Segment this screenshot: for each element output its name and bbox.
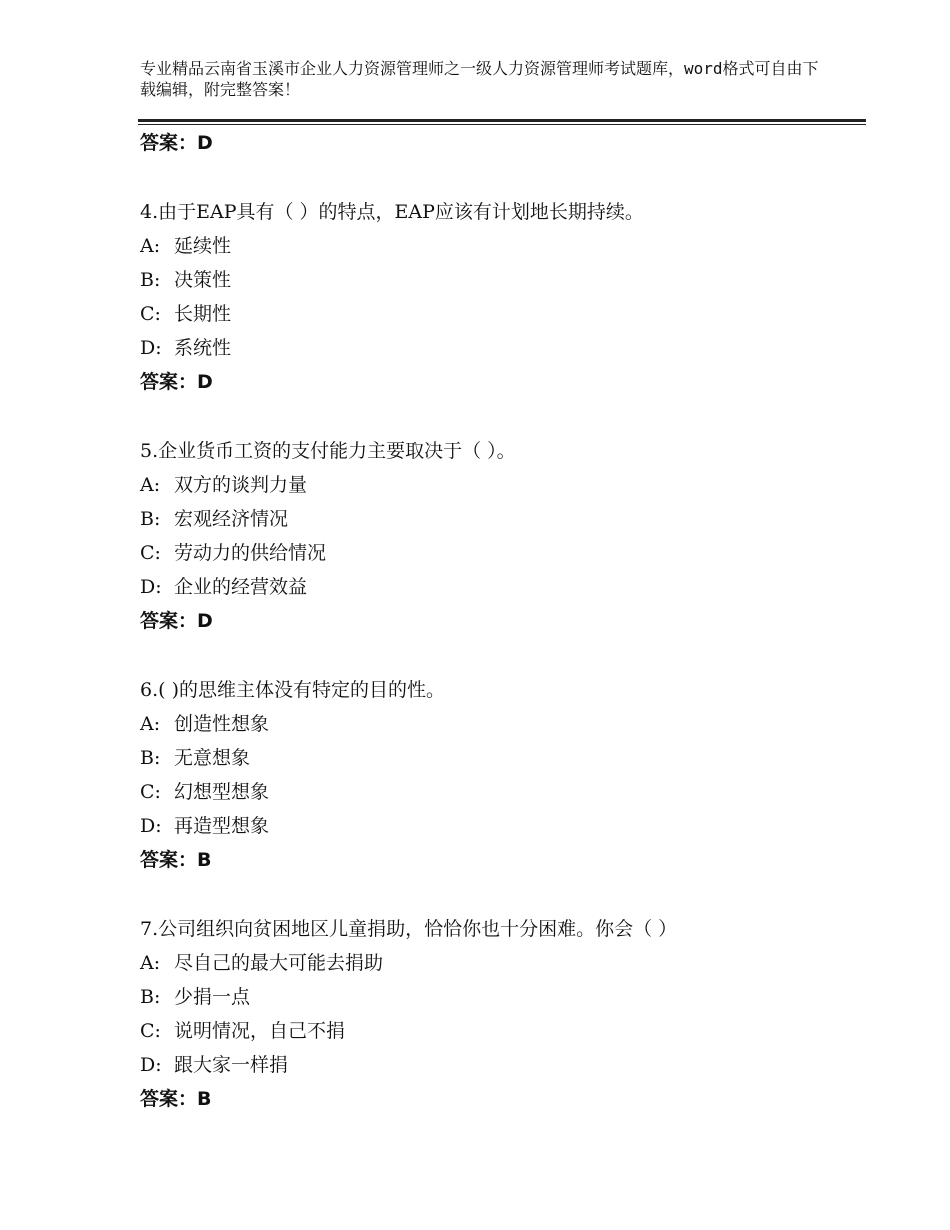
option-a [140, 950, 383, 976]
option-c [140, 779, 269, 805]
option-a [140, 233, 231, 259]
option-b [140, 506, 288, 532]
option-text: 少捐一点 [174, 986, 251, 1008]
option-letter: C: [140, 303, 161, 325]
option-letter: A: [140, 235, 161, 257]
answer-line: 答案：B [140, 1088, 212, 1110]
option-text: 劳动力的供给情况 [174, 542, 327, 564]
option-letter: B: [140, 508, 161, 530]
option-letter: D: [140, 576, 162, 598]
answer-line: 答案：D [140, 610, 213, 632]
option-letter: B: [140, 986, 161, 1008]
option-d [140, 335, 231, 361]
option-a [140, 472, 307, 498]
option-letter: A: [140, 952, 161, 974]
option-b [140, 745, 250, 771]
option-letter: B: [140, 747, 161, 769]
question-text: 4.由于EAP具有（ ）的特点，EAP应该有计划地长期持续。 [140, 201, 644, 223]
answer-line: 答案：D [140, 132, 213, 154]
option-text: 尽自己的最大可能去捐助 [174, 952, 384, 974]
option-text: 跟大家一样捐 [174, 1054, 289, 1076]
option-letter: C: [140, 781, 161, 803]
option-c [140, 540, 326, 566]
option-text: 系统性 [174, 337, 232, 359]
option-letter: D: [140, 815, 162, 837]
option-d [140, 1052, 288, 1078]
header-divider-thin [138, 124, 866, 125]
question-text: 5.企业货币工资的支付能力主要取决于（ ）。 [140, 440, 516, 462]
option-text: 无意想象 [174, 747, 251, 769]
question-text: 6.( )的思维主体没有特定的目的性。 [140, 679, 445, 701]
answer-line: 答案：D [140, 371, 213, 393]
header-divider-thick [138, 119, 866, 122]
option-a [140, 711, 269, 737]
option-text: 长期性 [174, 303, 232, 325]
answer-line: 答案：B [140, 849, 212, 871]
option-d [140, 813, 269, 839]
option-letter: A: [140, 474, 161, 496]
option-letter: D: [140, 337, 162, 359]
option-c [140, 1018, 345, 1044]
option-text: 企业的经营效益 [174, 576, 308, 598]
option-text: 说明情况，自己不捐 [174, 1020, 346, 1042]
option-letter: B: [140, 269, 161, 291]
option-text: 延续性 [174, 235, 232, 257]
document-header: 专业精品云南省玉溪市企业人力资源管理师之一级人力资源管理师考试题库，word格式可自由下载编辑，附完整答案！ [140, 59, 819, 99]
option-text: 幻想型想象 [174, 781, 270, 803]
option-c [140, 301, 231, 327]
option-text: 双方的谈判力量 [174, 474, 308, 496]
option-b [140, 984, 250, 1010]
option-text: 再造型想象 [174, 815, 270, 837]
option-letter: C: [140, 542, 161, 564]
option-text: 创造性想象 [174, 713, 270, 735]
option-text: 决策性 [174, 269, 232, 291]
option-letter: C: [140, 1020, 161, 1042]
option-b [140, 267, 231, 293]
question-text: 7.公司组织向贫困地区儿童捐助，恰恰你也十分困难。你会（ ） [140, 918, 678, 940]
option-letter: D: [140, 1054, 162, 1076]
option-d [140, 574, 307, 600]
option-letter: A: [140, 713, 161, 735]
option-text: 宏观经济情况 [174, 508, 289, 530]
